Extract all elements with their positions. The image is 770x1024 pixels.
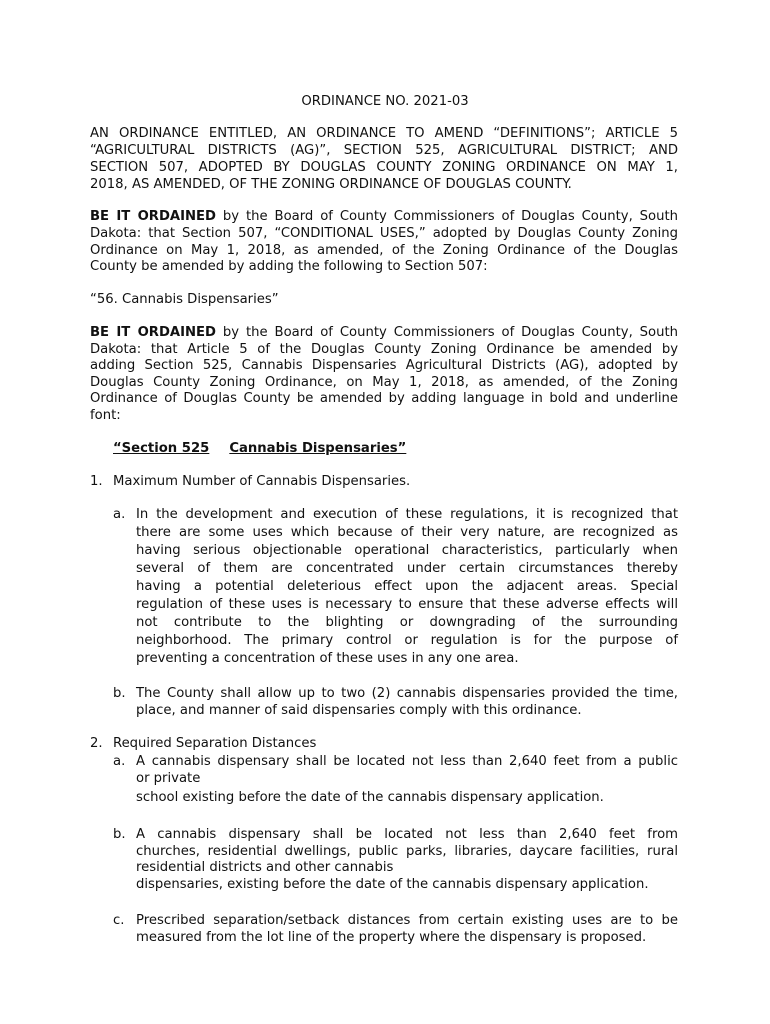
para2-line: font:: [90, 408, 121, 423]
sec2a-line: A cannabis dispensary shall be located not less than 2,640 feet from a public: [136, 754, 678, 769]
sec1a-line: In the development and execution of these regulations, it is recognized that: [136, 507, 678, 522]
ordained-paragraph-1-first-line: [90, 209, 678, 226]
ordained-paragraph-2-first-line: [90, 325, 678, 342]
sec2b-line: dispensaries, existing before the date of the cannabis dispensary application.: [136, 877, 649, 892]
sec2c-marker: c.: [113, 913, 125, 928]
sec2a-marker: a.: [113, 754, 126, 769]
item-56: “56. Cannabis Dispensaries”: [90, 292, 279, 307]
section-number: “Section 525: [113, 441, 210, 456]
para1-line: Ordinance on May 1, 2018, as amended, of the Zoning Ordinance of the Douglas: [90, 243, 678, 258]
para1-line: County be amended by adding the following to Section 507:: [90, 259, 488, 274]
sec2-title: Required Separation Distances: [113, 736, 317, 751]
sec1b-marker: b.: [113, 686, 126, 701]
sec2a-line: or private: [136, 771, 201, 786]
para2-line: Dakota: that Article 5 of the Douglas County Zoning Ordinance be amended by: [90, 342, 678, 357]
intro-line: “AGRICULTURAL DISTRICTS (AG)”, SECTION 525, AGRICULTURAL DISTRICT; AND: [90, 143, 678, 158]
sec1-title: Maximum Number of Cannabis Dispensaries.: [113, 474, 411, 489]
para1-first-rest: by the Board of County Commissioners of Douglas County, South: [216, 209, 678, 224]
sec2a-line: school existing before the date of the cannabis dispensary application.: [136, 790, 604, 805]
sec2b-line: residential districts and other cannabis: [136, 860, 394, 875]
sec1-number: 1.: [90, 474, 103, 489]
ordained-label: BE IT ORDAINED: [90, 325, 216, 340]
sec1a-line: there are some uses which because of their very nature, are recognized as: [136, 525, 678, 540]
para2-first-rest: by the Board of County Commissioners of Douglas County, South: [216, 325, 678, 340]
sec1b-line: The County shall allow up to two (2) cannabis dispensaries provided the time,: [136, 686, 678, 701]
para1-line: Dakota: that Section 507, “CONDITIONAL USES,” adopted by Douglas County Zoning: [90, 226, 678, 241]
intro-line: SECTION 507, ADOPTED BY DOUGLAS COUNTY ZONING ORDINANCE ON MAY 1,: [90, 160, 678, 175]
sec2b-line: churches, residential dwellings, public parks, libraries, daycare facilities, rural: [136, 844, 678, 859]
sec1b-line: place, and manner of said dispensaries comply with this ordinance.: [136, 703, 582, 718]
sec2b-line: A cannabis dispensary shall be located not less than 2,640 feet from: [136, 827, 678, 842]
sec1a-line: not contribute to the blighting or downgrading of the surrounding: [136, 615, 678, 630]
para2-line: Ordinance of Douglas County be amended by adding language in bold and underline: [90, 391, 678, 406]
section-name: Cannabis Dispensaries”: [229, 441, 407, 456]
sec1a-line: preventing a concentration of these uses in any one area.: [136, 651, 519, 666]
ordinance-title: ORDINANCE NO. 2021-03: [301, 94, 469, 109]
sec1a-marker: a.: [113, 507, 126, 522]
para2-line: Douglas County Zoning Ordinance, on May 1, 2018, as amended, of the Zoning: [90, 375, 678, 390]
sec1a-line: regulation of these uses is necessary to ensure that these adverse effects will: [136, 597, 678, 612]
para2-line: adding Section 525, Cannabis Dispensaries Agricultural Districts (AG), adopted by: [90, 358, 678, 373]
sec2c-line: Prescribed separation/setback distances from certain existing uses are to be: [136, 913, 678, 928]
intro-line: AN ORDINANCE ENTITLED, AN ORDINANCE TO AMEND “DEFINITIONS”; ARTICLE 5: [90, 126, 678, 141]
ordained-label: BE IT ORDAINED: [90, 209, 216, 224]
sec1a-line: neighborhood. The primary control or regulation is for the purpose of: [136, 633, 678, 648]
sec2c-line: measured from the lot line of the property where the dispensary is proposed.: [136, 930, 647, 945]
sec1a-line: having serious objectionable operational characteristics, particularly when: [136, 543, 678, 558]
section-heading: [113, 441, 406, 458]
sec1a-line: several of them are concentrated under certain circumstances thereby: [136, 561, 678, 576]
sec2b-marker: b.: [113, 827, 126, 842]
intro-line: 2018, AS AMENDED, OF THE ZONING ORDINANCE OF DOUGLAS COUNTY.: [90, 177, 572, 192]
sec1a-line: having a potential deleterious effect upon the adjacent areas. Special: [136, 579, 678, 594]
sec2-number: 2.: [90, 736, 103, 751]
